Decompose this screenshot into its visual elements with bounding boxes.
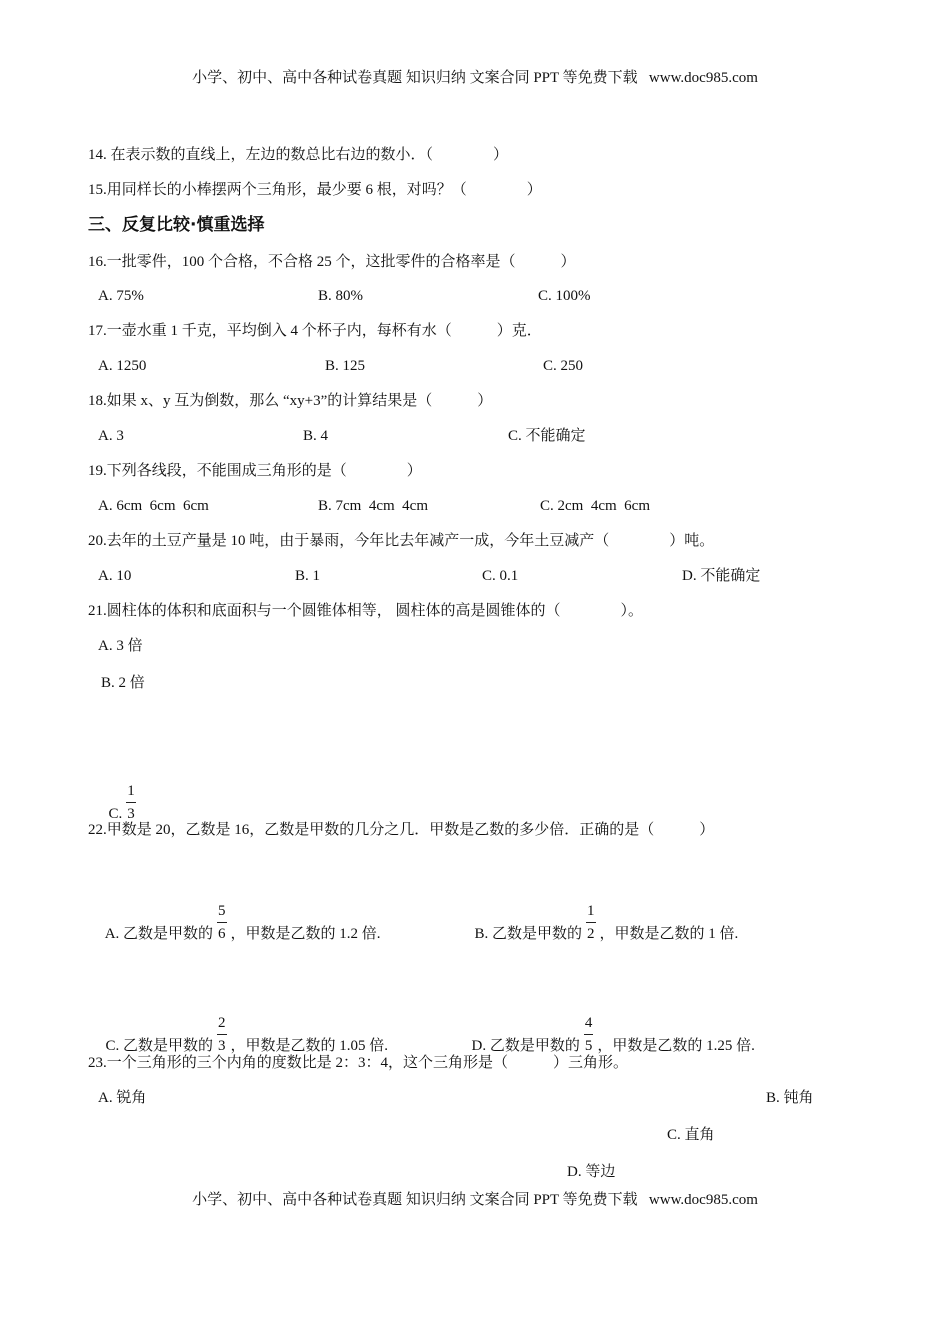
q23-option-a: A. 锐角 — [98, 1090, 147, 1106]
q23-option-d: D. 等边 — [567, 1164, 616, 1180]
q21-option-c — [101, 760, 140, 825]
question-16: 16.一批零件，100 个合格，不合格 25 个，这批零件的合格率是（ ） — [88, 254, 576, 270]
question-21: 21.圆柱体的体积和底面积与一个圆锥体相等， 圆柱体的高是圆锥体的（ ）。 — [88, 603, 644, 619]
q16-option-b: B. 80% — [318, 288, 363, 304]
page-header: 小学、初中、高中各种试卷真题 知识归纳 文案合同 PPT 等免费下载 www.doc985.com — [192, 70, 758, 86]
fraction: $\frac{2}{3}$ — [217, 1012, 227, 1057]
q22-option-d: D. 乙数是甲数的 $\frac{4}{5}$ ，甲数是乙数的 1.25 倍. — [464, 992, 755, 1057]
question-15: 15.用同样长的小棒摆两个三角形，最少要 6 根，对吗？（ ） — [88, 182, 542, 198]
q23-option-c: C. 直角 — [667, 1127, 715, 1143]
q16-option-a: A. 75% — [98, 288, 144, 304]
q19-option-c: C. 2cm 4cm 6cm — [540, 498, 650, 514]
question-17: 17.一壶水重 1 千克，平均倒入 4 个杯子内，每杯有水（ ）克． — [88, 323, 542, 339]
question-20: 20.去年的土豆产量是 10 吨，由于暴雨，今年比去年减产一成，今年土豆减产（ ）吨。 — [88, 533, 715, 549]
q17-option-c: C. 250 — [543, 358, 584, 374]
fraction: $\frac{1}{2}$ — [586, 900, 596, 945]
q16-option-c: C. 100% — [538, 288, 591, 304]
q20-option-c: C. 0.1 — [482, 568, 519, 584]
q22-option-b: B. 乙数是甲数的 $\frac{1}{2}$ ，甲数是乙数的 1 倍. — [467, 880, 738, 945]
q18-option-b: B. 4 — [303, 428, 329, 444]
section-heading: 三、反复比较·慎重选择 — [88, 215, 265, 235]
q18-option-c: C. 不能确定 — [508, 428, 586, 444]
q20-option-b: B. 1 — [295, 568, 321, 584]
q20-option-a: A. 10 — [98, 568, 132, 584]
q19-option-a: A. 6cm 6cm 6cm — [98, 498, 209, 514]
q18-option-a: A. 3 — [98, 428, 124, 444]
q21-option-b: B. 2 倍 — [101, 675, 145, 691]
q17-option-b: B. 125 — [325, 358, 366, 374]
q23-option-b: B. 钝角 — [766, 1090, 814, 1106]
fraction: $\frac{5}{6}$ — [217, 900, 227, 945]
q21-option-c-label: C. — [108, 806, 123, 822]
q22-option-a: A. 乙数是甲数的 $\frac{5}{6}$ ，甲数是乙数的 1.2 倍. — [98, 880, 381, 945]
fraction: $\frac{4}{5}$ — [584, 1012, 594, 1057]
q21-option-a: A. 3 倍 — [98, 638, 143, 654]
question-19: 19.下列各线段，不能围成三角形的是（ ） — [88, 463, 422, 479]
q19-option-b: B. 7cm 4cm 4cm — [318, 498, 428, 514]
page-footer: 小学、初中、高中各种试卷真题 知识归纳 文案合同 PPT 等免费下载 www.doc985.com — [192, 1192, 758, 1208]
q22-option-c: C. 乙数是甲数的 $\frac{2}{3}$ ，甲数是乙数的 1.05 倍. — [98, 992, 388, 1057]
question-23: 23.一个三角形的三个内角的度数比是 2：3：4，这个三角形是（ ）三角形。 — [88, 1055, 629, 1071]
question-22: 22.甲数是 20，乙数是 16，乙数是甲数的几分之几．甲数是乙数的多少倍．正确的是（ ） — [88, 822, 715, 838]
fraction: $\frac{1}{3}$ — [126, 780, 136, 825]
q17-option-a: A. 1250 — [98, 358, 147, 374]
q20-option-d: D. 不能确定 — [682, 568, 761, 584]
question-14: 14. 在表示数的直线上，左边的数总比右边的数小．（ ） — [88, 147, 509, 163]
question-18: 18.如果 x、y 互为倒数，那么 “xy+3”的计算结果是（ ） — [88, 393, 493, 409]
